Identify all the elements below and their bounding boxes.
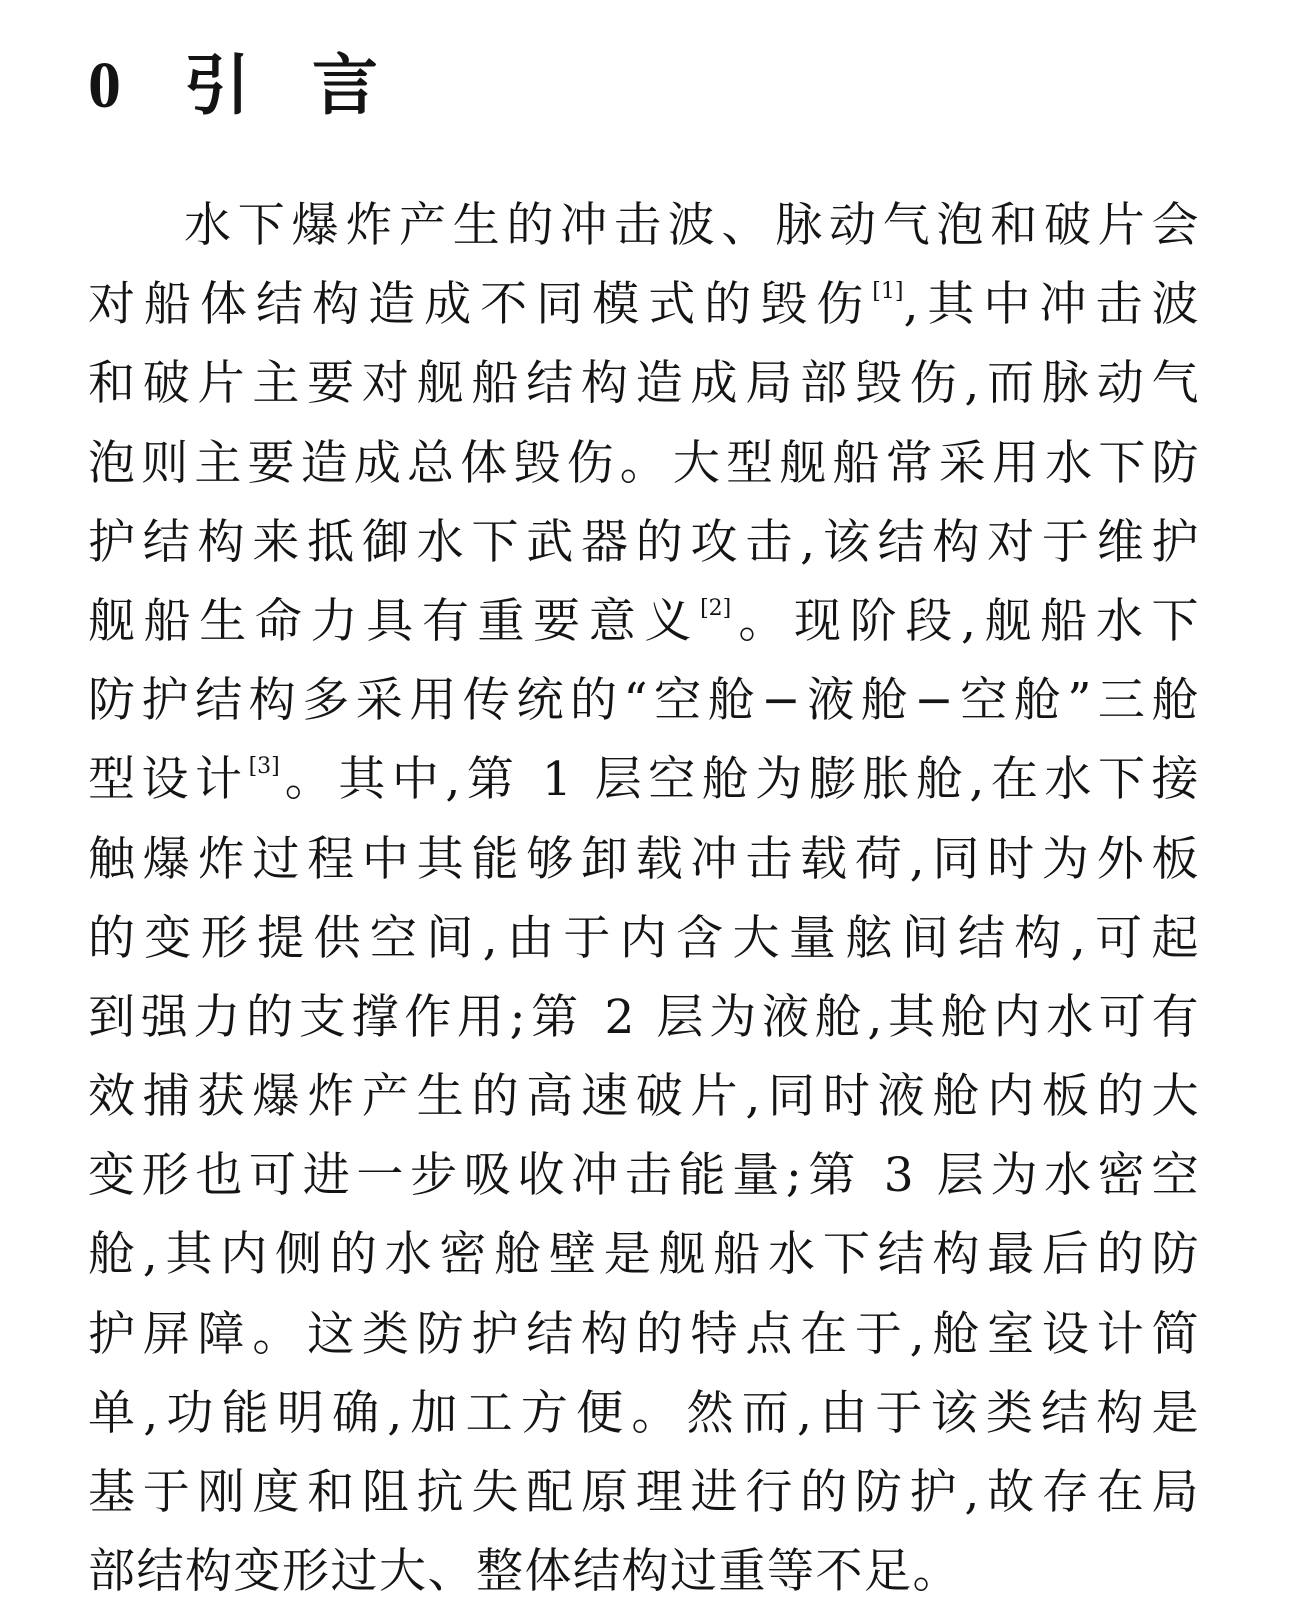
section-number: 0 xyxy=(88,49,121,122)
line-text: 泡则主要造成总体毁伤。大型舰船常采用水下防 xyxy=(88,435,1200,491)
line-text: 和破片主要对舰船结构造成局部毁伤,而脉动气 xyxy=(88,356,1200,412)
paragraph-line xyxy=(88,1057,1200,1136)
line-text: 部结构变形过大、整体结构过重等不足。 xyxy=(88,1544,961,1600)
paragraph-line xyxy=(88,503,1200,582)
paragraph-line xyxy=(88,978,1200,1057)
line-text: 的变形提供空间,由于内含大量舷间结构,可起 xyxy=(88,910,1200,966)
citation-ref[interactable]: [2] xyxy=(700,595,732,621)
line-text: 。其中,第 1 层空舱为膨胀舱,在水下接 xyxy=(279,752,1200,808)
paragraph-line xyxy=(88,265,1200,344)
line-text: 舱,其内侧的水密舱壁是舰船水下结构最后的防 xyxy=(88,1227,1200,1283)
line-text: 。现阶段,舰船水下 xyxy=(731,593,1200,649)
line-text: 护屏障。这类防护结构的特点在于,舱室设计简 xyxy=(88,1306,1200,1362)
paragraph-line xyxy=(88,820,1200,899)
paragraph-line xyxy=(88,186,1200,265)
document-page xyxy=(88,36,1200,1611)
line-text: 对船体结构造成不同模式的毁伤 xyxy=(88,277,873,333)
line-text: 效捕获爆炸产生的高速破片,同时液舱内板的大 xyxy=(88,1069,1200,1125)
line-text: 护结构来抵御水下武器的攻击,该结构对于维护 xyxy=(88,514,1200,570)
paragraph-line xyxy=(88,344,1200,423)
citation-ref[interactable]: [1] xyxy=(872,279,904,305)
line-text: 防护结构多采用传统的“空舱−液舱−空舱”三舱 xyxy=(88,673,1200,729)
paragraph-line xyxy=(88,1532,1200,1611)
paragraph-line xyxy=(88,424,1200,503)
line-text: 舰船生命力具有重要意义 xyxy=(88,593,701,649)
paragraph-line xyxy=(88,1136,1200,1215)
paragraph-line xyxy=(88,582,1200,661)
paragraph-line xyxy=(88,1453,1200,1532)
line-text: 到强力的支撑作用;第 2 层为液舱,其舱内水可有 xyxy=(88,989,1200,1045)
introduction-paragraph xyxy=(88,186,1200,1611)
paragraph-line xyxy=(88,740,1200,819)
citation-ref[interactable]: [3] xyxy=(248,754,280,780)
line-text: 水下爆炸产生的冲击波、脉动气泡和破片会 xyxy=(184,198,1200,253)
line-text: 触爆炸过程中其能够卸载冲击载荷,同时为外板 xyxy=(88,831,1200,887)
line-text: ,其中冲击波 xyxy=(903,277,1200,333)
paragraph-line xyxy=(88,1374,1200,1453)
line-text: 单,功能明确,加工方便。然而,由于该类结构是 xyxy=(88,1385,1200,1441)
line-text: 基于刚度和阻抗失配原理进行的防护,故存在局 xyxy=(88,1465,1200,1520)
line-text: 型设计 xyxy=(88,752,249,808)
line-text: 变形也可进一步吸收冲击能量;第 3 层为水密空 xyxy=(88,1148,1200,1204)
paragraph-line xyxy=(88,661,1200,740)
paragraph-line xyxy=(88,899,1200,978)
paragraph-line xyxy=(88,1215,1200,1294)
section-title: 引言 xyxy=(184,47,440,124)
section-heading xyxy=(88,36,1200,136)
paragraph-line xyxy=(88,1295,1200,1374)
